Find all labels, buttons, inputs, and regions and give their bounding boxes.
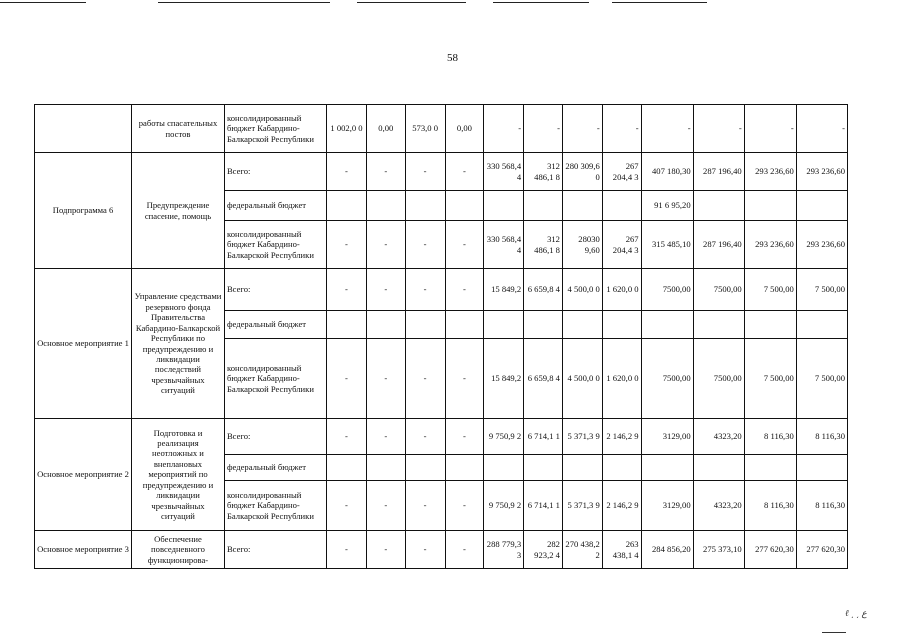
source-cell: федеральный бюджет xyxy=(224,191,326,221)
value-cell: - xyxy=(366,419,405,455)
value-cell xyxy=(366,455,405,481)
value-cell xyxy=(602,191,641,221)
value-cell: 28030 9,60 xyxy=(562,221,602,269)
value-cell xyxy=(484,191,524,221)
value-cell: 4 500,0 0 xyxy=(562,269,602,311)
source-cell: консолидированный бюджет Кабардино-Балкарской Республики xyxy=(224,481,326,531)
value-cell xyxy=(641,455,693,481)
value-cell: 312 486,1 8 xyxy=(524,153,563,191)
activity-cell: Обеспечение повседневного функционирова- xyxy=(132,531,225,569)
value-cell: 7 500,00 xyxy=(796,269,847,311)
value-cell: 91 6 95,20 xyxy=(641,191,693,221)
value-cell: 267 204,4 3 xyxy=(602,221,641,269)
value-cell: 1 620,0 0 xyxy=(602,269,641,311)
source-cell: консолидированный бюджет Кабардино-Балкарской Республики xyxy=(224,339,326,419)
value-cell: 7500,00 xyxy=(693,269,744,311)
value-cell: - xyxy=(796,105,847,153)
value-cell xyxy=(744,191,796,221)
value-cell xyxy=(693,455,744,481)
value-cell: - xyxy=(327,419,367,455)
value-cell xyxy=(602,311,641,339)
top-rule xyxy=(612,2,707,3)
value-cell: - xyxy=(366,221,405,269)
value-cell: - xyxy=(327,481,367,531)
value-cell xyxy=(524,455,563,481)
activity-cell: Управление средствами резервного фонда Правительства Кабардино-Балкарской Республики по предупреждению и ликвидации последствий чрезвычайных ситуаций xyxy=(132,269,225,419)
value-cell: - xyxy=(445,221,484,269)
value-cell: - xyxy=(744,105,796,153)
value-cell xyxy=(366,191,405,221)
source-cell: Всего: xyxy=(224,419,326,455)
subprogram-cell: Основное мероприятие 1 xyxy=(35,269,132,419)
value-cell xyxy=(693,191,744,221)
value-cell: 7 500,00 xyxy=(744,269,796,311)
value-cell xyxy=(796,311,847,339)
value-cell: - xyxy=(327,269,367,311)
value-cell xyxy=(327,311,367,339)
value-cell: 3129,00 xyxy=(641,419,693,455)
value-cell xyxy=(445,455,484,481)
value-cell: 6 714,1 1 xyxy=(524,481,563,531)
value-cell xyxy=(602,455,641,481)
value-cell: 9 750,9 2 xyxy=(484,419,524,455)
value-cell: - xyxy=(366,153,405,191)
value-cell: 573,0 0 xyxy=(405,105,445,153)
value-cell: 267 204,4 3 xyxy=(602,153,641,191)
value-cell: 0,00 xyxy=(445,105,484,153)
value-cell: 5 371,3 9 xyxy=(562,419,602,455)
value-cell xyxy=(445,311,484,339)
table-row xyxy=(35,531,848,569)
value-cell: - xyxy=(445,481,484,531)
source-cell: Всего: xyxy=(224,153,326,191)
value-cell: 4323,20 xyxy=(693,419,744,455)
value-cell xyxy=(484,455,524,481)
value-cell: 270 438,2 2 xyxy=(562,531,602,569)
value-cell xyxy=(327,191,367,221)
value-cell: 284 856,20 xyxy=(641,531,693,569)
value-cell: - xyxy=(405,221,445,269)
value-cell xyxy=(445,191,484,221)
value-cell: - xyxy=(445,419,484,455)
value-cell xyxy=(524,311,563,339)
value-cell: 6 659,8 4 xyxy=(524,339,563,419)
value-cell: 293 236,60 xyxy=(796,153,847,191)
source-cell: федеральный бюджет xyxy=(224,455,326,481)
value-cell: 330 568,4 4 xyxy=(484,153,524,191)
value-cell: - xyxy=(445,269,484,311)
value-cell: - xyxy=(327,221,367,269)
value-cell: - xyxy=(405,531,445,569)
value-cell: 282 923,2 4 xyxy=(524,531,563,569)
value-cell: - xyxy=(327,531,367,569)
value-cell: 7 500,00 xyxy=(796,339,847,419)
value-cell xyxy=(693,311,744,339)
top-rule xyxy=(357,2,466,3)
value-cell: 280 309,6 0 xyxy=(562,153,602,191)
value-cell xyxy=(796,191,847,221)
value-cell: 8 116,30 xyxy=(796,481,847,531)
value-cell: 293 236,60 xyxy=(796,221,847,269)
value-cell: 7500,00 xyxy=(693,339,744,419)
value-cell: - xyxy=(366,531,405,569)
subprogram-cell xyxy=(35,105,132,153)
source-cell: консолидированный бюджет Кабардино-Балкарской Республики xyxy=(224,105,326,153)
value-cell: - xyxy=(524,105,563,153)
value-cell: 312 486,1 8 xyxy=(524,221,563,269)
subprogram-cell: Основное мероприятие 3 xyxy=(35,531,132,569)
value-cell: 287 196,40 xyxy=(693,221,744,269)
value-cell xyxy=(405,311,445,339)
value-cell: 315 485,10 xyxy=(641,221,693,269)
value-cell: 15 849,2 xyxy=(484,269,524,311)
source-cell: федеральный бюджет xyxy=(224,311,326,339)
value-cell: 8 116,30 xyxy=(744,481,796,531)
value-cell: 9 750,9 2 xyxy=(484,481,524,531)
value-cell: 8 116,30 xyxy=(744,419,796,455)
top-rule xyxy=(158,2,330,3)
value-cell: - xyxy=(405,269,445,311)
value-cell: 2 146,2 9 xyxy=(602,481,641,531)
value-cell xyxy=(744,455,796,481)
value-cell: 7 500,00 xyxy=(744,339,796,419)
value-cell: 293 236,60 xyxy=(744,221,796,269)
subprogram-cell: Основное мероприятие 2 xyxy=(35,419,132,531)
value-cell: - xyxy=(405,339,445,419)
value-cell: - xyxy=(445,531,484,569)
value-cell: 2 146,2 9 xyxy=(602,419,641,455)
value-cell: 288 779,3 3 xyxy=(484,531,524,569)
activity-cell: Подготовка и реализация неотложных и внеплановых мероприятий по предупреждению и ликвидации чрезвычайных ситуаций xyxy=(132,419,225,531)
value-cell: - xyxy=(327,153,367,191)
value-cell: - xyxy=(405,481,445,531)
value-cell xyxy=(796,455,847,481)
source-cell: Всего: xyxy=(224,531,326,569)
value-cell: 4323,20 xyxy=(693,481,744,531)
value-cell: 7500,00 xyxy=(641,269,693,311)
value-cell: - xyxy=(366,481,405,531)
value-cell: - xyxy=(405,419,445,455)
value-cell: 4 500,0 0 xyxy=(562,339,602,419)
value-cell: 1 002,0 0 xyxy=(327,105,367,153)
value-cell xyxy=(562,191,602,221)
activity-cell: работы спасательных постов xyxy=(132,105,225,153)
value-cell xyxy=(524,191,563,221)
value-cell: - xyxy=(366,269,405,311)
value-cell: - xyxy=(445,339,484,419)
source-cell: Всего: xyxy=(224,269,326,311)
value-cell: 277 620,30 xyxy=(744,531,796,569)
budget-table xyxy=(34,104,848,569)
value-cell xyxy=(405,455,445,481)
value-cell: - xyxy=(693,105,744,153)
value-cell: 287 196,40 xyxy=(693,153,744,191)
value-cell xyxy=(744,311,796,339)
value-cell: 15 849,2 xyxy=(484,339,524,419)
table-row xyxy=(35,105,848,153)
value-cell: 6 659,8 4 xyxy=(524,269,563,311)
subprogram-cell: Подпрограмма 6 xyxy=(35,153,132,269)
value-cell: - xyxy=(602,105,641,153)
value-cell: 275 373,10 xyxy=(693,531,744,569)
top-rule xyxy=(493,2,589,3)
value-cell: 3129,00 xyxy=(641,481,693,531)
value-cell: 263 438,1 4 xyxy=(602,531,641,569)
value-cell: - xyxy=(641,105,693,153)
source-cell: консолидированный бюджет Кабардино-Балкарской Республики xyxy=(224,221,326,269)
value-cell: - xyxy=(327,339,367,419)
value-cell: - xyxy=(405,153,445,191)
corner-rule xyxy=(822,632,846,633)
value-cell xyxy=(562,311,602,339)
table-row xyxy=(35,153,848,191)
value-cell: 407 180,30 xyxy=(641,153,693,191)
value-cell: 330 568,4 4 xyxy=(484,221,524,269)
value-cell: 0,00 xyxy=(366,105,405,153)
value-cell: 7500,00 xyxy=(641,339,693,419)
value-cell: 277 620,30 xyxy=(796,531,847,569)
value-cell: - xyxy=(445,153,484,191)
value-cell: 293 236,60 xyxy=(744,153,796,191)
value-cell: - xyxy=(366,339,405,419)
value-cell xyxy=(562,455,602,481)
value-cell xyxy=(366,311,405,339)
activity-cell: Предупреждение спасение, помощь xyxy=(132,153,225,269)
page-number: 58 xyxy=(447,52,458,64)
table-row xyxy=(35,269,848,311)
value-cell xyxy=(484,311,524,339)
value-cell xyxy=(641,311,693,339)
value-cell: - xyxy=(484,105,524,153)
value-cell: - xyxy=(562,105,602,153)
value-cell xyxy=(405,191,445,221)
value-cell: 8 116,30 xyxy=(796,419,847,455)
value-cell: 6 714,1 1 xyxy=(524,419,563,455)
value-cell: 5 371,3 9 xyxy=(562,481,602,531)
value-cell xyxy=(327,455,367,481)
handwritten-mark: ℓ ͵ ͵ ع xyxy=(845,608,867,618)
value-cell: 1 620,0 0 xyxy=(602,339,641,419)
top-rule xyxy=(0,2,86,3)
table-row xyxy=(35,419,848,455)
